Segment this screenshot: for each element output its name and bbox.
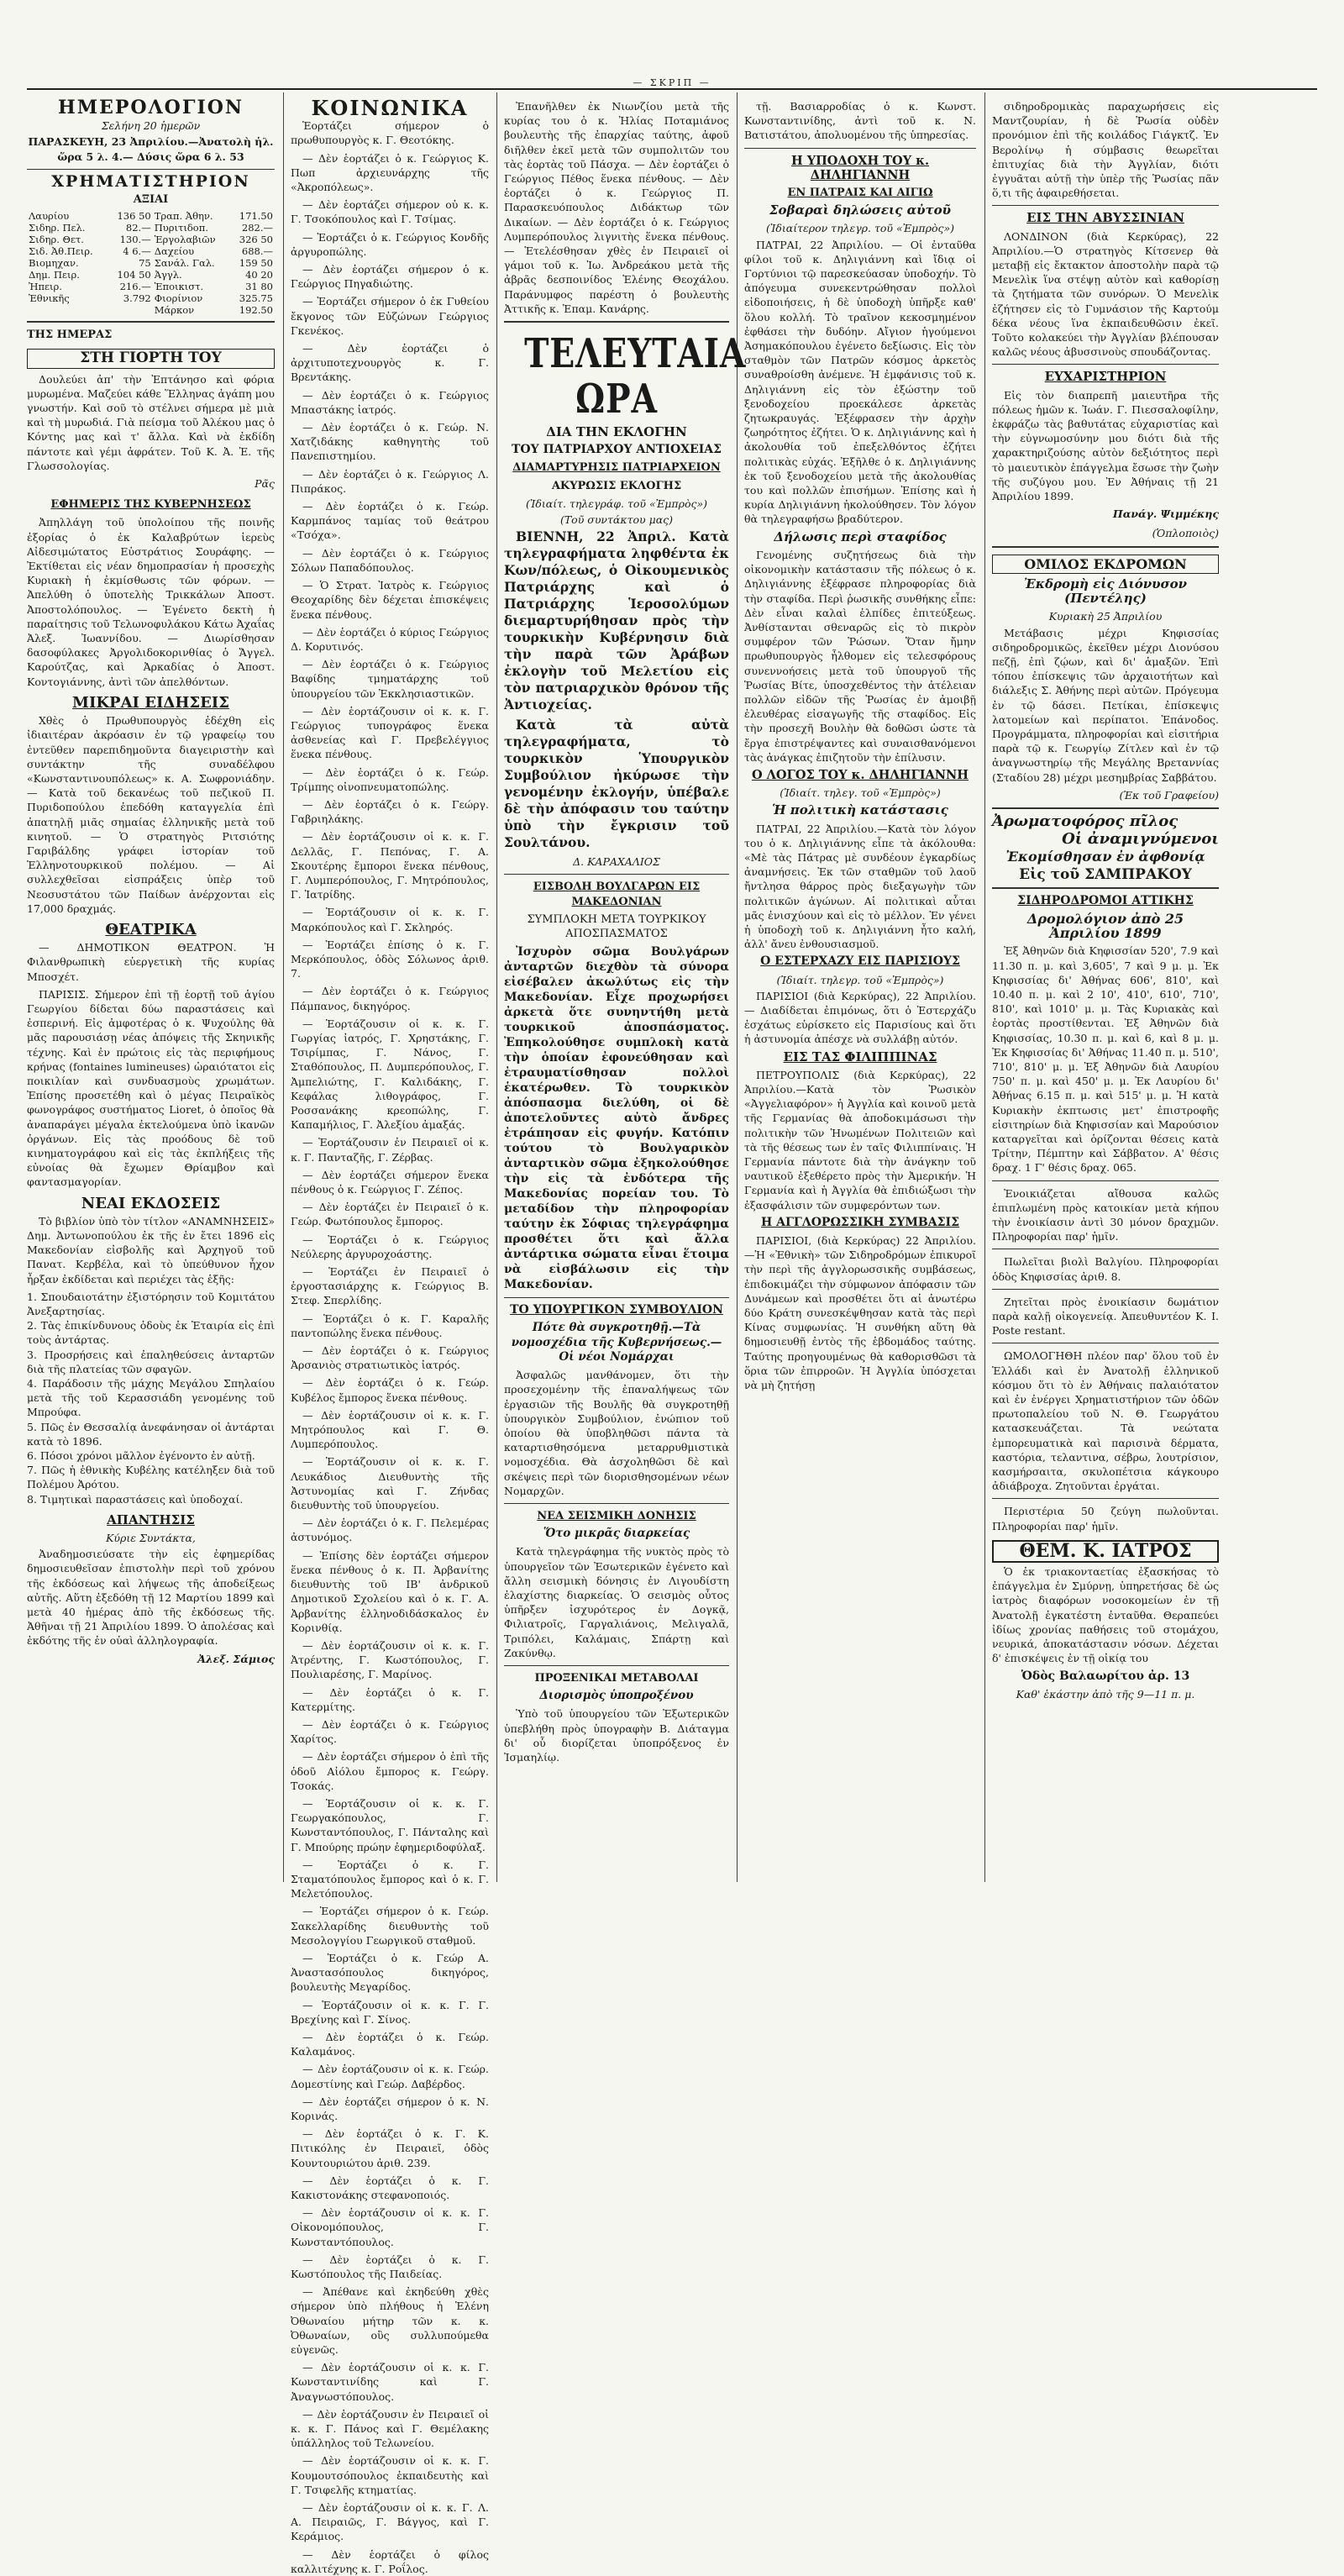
social-items — [291, 118, 489, 2576]
social-item: — Ἑορτάζουσιν οἱ κ. κ. Γ. Γεωργακόπουλος, Γ. Κωνσταντόπουλος, Γ. Πάνταλης καὶ Γ. Μπούρης πρώην ἐφημεριδοφύλαξ. — [291, 1796, 489, 1853]
list-item: 5. Πῶς ἐν Θεσσαλίᾳ ἀνεφάνησαν οἱ ἀντάρται κατὰ τὸ 1896. — [27, 1420, 275, 1448]
social-item: — Δὲν ἑορτάζει ὁ κ. Γεώρ. Ν. Χατζιδάκης καθηγητὴς τοῦ Πανεπιστημίου. — [291, 421, 489, 463]
headline-sub: ΑΚΥΡΩΣΙΣ ΕΚΛΟΓΗΣ — [551, 479, 682, 492]
lead-text: ΒΙΕΝΝΗ, 22 Ἀπριλ. Κατὰ τηλεγραφήματα ληφθέντα ἐκ Κων/πόλεως, ὁ Οἰκουμενικὸς Πατριάρχης καὶ ὁ Πατριάρχης Ἱεροσολύμων διεμαρτυρήθησαν πρὸς τὴν τουρκικὴν Κυβέρνησιν διὰ τὴν παρὰ τῶν Ἀράβων ἐκλογὴν τοῦ Μελετίου εἰς τὸν πατριαρχικὸν θρόνον τῆς Ἀντιοχείας. — [504, 528, 729, 713]
social-item: — Δὲν ἑορτάζει ὁ κ. Γεώργιος Κ. Πωπ ἀρχιευνάρχης τῆς «Ἀκροπόλεως». — [291, 151, 489, 194]
day-title: ΤΗΣ ΗΜΕΡΑΣ — [27, 329, 113, 342]
social-item: — Ἑορτάζει σήμερον ὁ κ. Γεώρ. Σακελλαρίδης διευθυντὴς τοῦ Μεσολογγίου Γεωργικοῦ σταθμοῦ. — [291, 1905, 489, 1947]
letter-text: Ἀναδημοσιεύσατε τὴν εἰς ἐφημερίδας δημοσιευθεῖσαν ἐπιστολὴν περὶ τοῦ χρόνου τῆς ἐκδόσεως καὶ λήψεως τῆς ἀποδείξεως αὐτῆς. Αὕτη ἐξεδόθη τῇ 12 Μαρτίου 1899 καὶ μετὰ 40 ἡμέρας ἀπὸ τῆς ἐκδόσεως τῆς. Ἀθῆναι τῇ 21 Ἀπριλίου 1899. Ὁ ἀπολέσας καὶ ἐκδότης τῆς ἐν οὐαὶ ἀλληλογραφία. — [27, 1548, 275, 1648]
news-text: Χθὲς ὁ Πρωθυπουργὸς ἐδέχθη εἰς ἰδιαιτέραν ἀκρόασιν ἐν τῷ γραφείῳ του ἐντεῦθεν παρεπιδημοῦντα διαγειριστὴν καὶ συντάκτην τῆς συναδέλφου «Κωνσταντινουπόλεως» κ. Α. Σωφρονιάδην. — Κατὰ τοῦ δεκανέως τοῦ πεζικοῦ Π. Πυριδοπούλου ἐπεδόθη καταγγελία ἐπὶ ἀπατηλῇ μιᾶς σημαίας ἑλληνικῆς μετὰ τοῦ κινητοῦ. — Ὁ στρατηγὸς Ριτσιότης Γαριβάλδης γράφει ἱστορίαν τοῦ Ἑλληνοτουρκικοῦ πολέμου. — Αἱ συλλεχθεῖσαι εἰσπράξεις ὑπὲρ τοῦ Νεοσυστάτου τῶν Παίδων ἀνέρχονται εἰς 17,000 δραχμάς. — [27, 714, 275, 915]
section-title: ΤΟ ΥΠΟΥΡΓΙΚΟΝ ΣΥΜΒΟΥΛΙΟΝ — [510, 1303, 723, 1317]
social-item: — Ἑορτάζει ἐν Πειραιεῖ ὁ ἐργοστασιάρχης κ. Γεώργιος Β. Στεφ. Σπερλίδης. — [291, 1265, 489, 1307]
table-row: Δημ. Πειρ. 104 50 Ἀγγλ. 40 20 — [29, 269, 273, 281]
doctor-address: Ὁδὸς Βαλαωρίτου ἀρ. 13 — [1021, 1669, 1190, 1683]
theatre-title: ΘΕΑΤΡΙΚΑ — [105, 920, 197, 938]
list-item: 6. Πόσοι χρόνοι μᾶλλον ἐγένοντο ἐν αὐτῇ. — [27, 1449, 255, 1463]
list-item: 7. Πῶς ἡ ἐθνικὴς Κυβέλης κατέληξεν διὰ τοῦ Πολέμου Ἀρότου. — [27, 1464, 275, 1491]
social-item: — Ἀπέθανε καὶ ἐκηδεύθη χθὲς σήμερον ὑπὸ πλήθους ἡ Ἑλένη Ὀθωναίου μήτηρ τῶν κ. κ. Ὀθωναίων, οὓς συλλυπούμεθα εὐγενῶς. — [291, 2285, 489, 2357]
social-item: — Ἑορτάζει ὁ κ. Γεώρ Α. Ἀναστασόπουλος δικηγόρος, βουλευτὴς Μεγαρίδος. — [291, 1951, 489, 1994]
exchange-title: ΧΡΗΜΑΤΙΣΤΗΡΙΟΝ — [51, 171, 250, 191]
intro-text: Ἐπανῆλθεν ἐκ Νιωνζίου μετὰ τῆς κυρίας του ὁ κ. Ἠλίας Ποταμιάνος βουλευτὴς τῆς ἐπαρχίας ταύτης, ἀφοῦ διῆλθεν ἐκεῖ μετὰ τῶν συμπολιτῶν του τὰς ἑορτὰς τοῦ Πάσχα. — Δὲν ἑορτάζει ὁ Γεώργιος Πέθος ἕνεκα πένθους. — Δὲν ἑορτάζει ὁ κ. Γεώργιος Π. Παρασκευόπουλος Διδάκτωρ τῶν Δικαίων. — Δὲν ἑορτάζει ὁ κ. Γεώργιος Λυμπερόπουλος λιγνιτὴς ἕνεκα πένθους. — Ἑτελέσθησαν χθὲς ἐν Πειραιεῖ οἱ γάμοι τοῦ κ. Ἰω. Ἀνδρεάκου μετὰ τῆς ἀβρᾶς δεσποινίδος Ἑλένης Θεοχάλου. Παράνυμφος παρέστη ὁ βουλευτὴς Ἀττικῆς κ. Ἐπαμ. Κανάρης. — [504, 100, 729, 315]
social-item: — Ἑορτάζουσιν οἱ κ. κ. Γ. Μαρκόπουλος καὶ Γ. Σκληρός. — [291, 906, 489, 933]
social-item: — Δὲν ἑορτάζουσιν οἱ κ. κ. Γ. Λ. Α. Πειραιῶς, Γ. Βάγγος, καὶ Γ. Κεράμιος. — [291, 2501, 489, 2543]
column-1 — [27, 99, 275, 1880]
social-item: — Ἑορτάζει ἐπίσης ὁ κ. Γ. Μερκόπουλος, ὁδὸς Σόλωνος ἀριθ. 7. — [291, 938, 489, 980]
social-item: — Δὲν ἑορτάζει ὁ κ. Γεώργιος Πάμπανος, δικηγόρος. — [291, 985, 489, 1012]
section-title: Ο ΕΣΤΕΡΧΑΖΥ ΕΙΣ ΠΑΡΙΣΙΟΥΣ — [760, 954, 960, 969]
social-item: — Δὲν ἑορτάζει σήμερον οὐ κ. κ. Γ. Τσοκόπουλος καὶ Γ. Τσίμας. — [291, 198, 489, 226]
last-hour-title: ΤΕΛΕΥΤΑΙΑ ΩΡΑ — [524, 330, 747, 423]
social-item: — Δὲν ἑορτάζουσιν ἐν Πειραιεῖ οἱ κ. κ. Γ. Πάνος καὶ Γ. Θεμέλακης ὑπάλληλος τοῦ Τελωνείου. — [291, 2407, 489, 2450]
section-subtitle: ΣΥΜΠΛΟΚΗ ΜΕΤΑ ΤΟΥΡΚΙΚΟΥ ΑΠΟΣΠΑΣΜΑΤΟΣ — [527, 912, 706, 941]
section-text: Ἀσφαλῶς μανθάνομεν, ὅτι τὴν προσεχομένην τῆς ἐπαναλήψεως τῶν ἐργασιῶν τῆς Βουλῆς θὰ συγκροτηθῇ ὑπουργικὸν Συμβούλιον, ἐνώπιον τοῦ ὁποίου θὰ ὑποβληθῶσι πάντα τὰ καταρτισθησόμενα μεταρρυθμιστικὰ νομοσχέδια. Θὰ ἀσχοληθῶσι δὲ καὶ σκέψεις περὶ τῶν διορισθησομένων νέων Νομαρχῶν. — [504, 1369, 729, 1497]
social-item: — Δὲν ἑορτάζει ὁ κύριος Γεώργιος Δ. Κορυτινός. — [291, 625, 489, 653]
classified-ad: Ζητεῖται πρὸς ἐνοικίασιν δωμάτιον παρὰ καλῇ οἰκογενείᾳ. Ἀπευθυντέον Κ. Ι. Poste restant. — [992, 1295, 1219, 1338]
list-item: 2. Τὰς ἐπικίνδυνους ὁδοὺς ἐκ Ἐταιρία εἰς ἐπὶ τοὺς ἀντάρτας. — [27, 1319, 275, 1347]
social-item: — Δὲν ἑορτάζουσιν οἱ κ. κ. Γ. Οἰκονομόπουλος, Γ. Κωνσταντόπουλος. — [291, 2206, 489, 2248]
table-row: Μάρκον 192.50 — [154, 304, 273, 317]
social-item: — Δὲν ἑορτάζει ὁ κ. Γεώργιος Σόλων Παπαδόπουλος. — [291, 546, 489, 574]
classified-ad: Περιστέρια 50 ζεύγη πωλοῦνται. Πληροφορίαι παρ' ἡμῖν. — [992, 1505, 1219, 1532]
doctor-hours: Καθ' ἑκάστην ἀπὸ τῆς 9—11 π. μ. — [1016, 1687, 1195, 1701]
doctor-ad-text: Ὁ ἐκ τριακονταετίας ἐξασκήσας τὸ ἐπάγγελμα ἐν Σμύρνῃ, ὑπηρετήσας δὲ ὡς ἰατρὸς διαφόρων νοσοκομείων ἐν τῇ Ἀνατολῇ ἐγκατέστη ἐνταῦθα. Θεραπεύει ἰδίως χρονίας παθήσεις τοῦ στομάχου, νευρικά, ἀποκατάστασιν νόσων. Δέχεται δ' ἐπισκέψεις ἐν τῇ οἰκίᾳ του — [992, 1565, 1219, 1665]
calendar-line: ΠΑΡΑΣΚΕΥΗ, 23 Ἀπριλίου.—Ἀνατολὴ ἡλ. ὥρα 5 λ. 4.— Δύσις ὥρα 6 λ. 53 — [28, 135, 274, 163]
social-item: — Δὲν ἑορτάζει ὁ κ. Γεώργιος Μπαστάκης ἰατρός. — [291, 388, 489, 416]
social-item: — Ἑορτάζουσιν οἱ κ. κ. Γ. Λευκάδιος Διευθυντὴς τῆς Ἀστυνομίας καὶ Γ. Ζήνδας διευθυντὴς τοῦ ὑπουργείου. — [291, 1455, 489, 1512]
section-title: ΕΙΣ ΤΗΝ ΑΒΥΣΣΙΝΙΑΝ — [1026, 210, 1184, 226]
books-text: Τὸ βιβλίον ὑπὸ τὸν τίτλον «ΑΝΑΜΝΗΣΕΙΣ» Δημ. Ἀντωνοπούλου ἐκ τῆς ἐν ἔτει 1896 εἰς Μακεδονίαν εἰσβολῆς καὶ Ἀρχηγοῦ τοῦ Πανατ. Κερβέλα, καὶ τὸ ὑπεύθυνον ἦχον ἦρξαν ἐκδίδεται καὶ περιέχει τὰς ἑξῆς: — [27, 1214, 275, 1285]
social-item: — Δὲν ἑορτάζουσιν οἱ κ. κ. Γ. Κωνσταντινίδης καὶ Γ. Ἀναγνωστόπουλος. — [291, 2361, 489, 2403]
column-rule — [283, 92, 284, 1882]
social-item: — Δὲν ἑορτάζει ὁ κ. Γ. Πελεμέρας ἀστυνόμος. — [291, 1517, 489, 1544]
column-5 — [992, 99, 1219, 1880]
section-date: Κυριακὴ 25 Ἀπριλίου — [1048, 610, 1163, 623]
social-item: — Δὲν ἑορτάζει ὁ κ. Γεώργιος Ἀρσανιὸς στρατιωτικὸς ἰατρός. — [291, 1344, 489, 1372]
intro-text: τῇ. Βασιαρροδίας ὁ κ. Κωνστ. Κωνσταντινίδης, ἀντὶ τοῦ κ. Ν. Βατιστάτου, ἀπολυομένου τῆς ὑπηρεσίας. — [744, 100, 976, 142]
table-row: Σιδηρ. Πελ. 82.— Πυριτιδοπ. 282.— — [29, 222, 273, 234]
section-title: ΕΥΧΑΡΙΣΤΗΡΙΟΝ — [1044, 369, 1167, 385]
classified-ad: Ἐνοικιάζεται αἴθουσα καλῶς ἐπιπλωμένη πρὸς κατοικίαν μετὰ κήπου τὴν ἐνοικίασιν ἀντὶ 30 μόνον δραχμῶν. Πληροφορίαι παρ' ἡμῖν. — [992, 1186, 1219, 1243]
table-row: Σιδηρ. Θετ. 130.— Ἐργολαβιῶν 326 50 — [29, 234, 273, 246]
section-text: ΠΑΡΙΣΙΟΙ (διὰ Κερκύρας), 22 Ἀπριλίου. — Διαδίδεται ἐπιμόνως, ὅτι ὁ Ἐστερχάζυ ἐσχάτως εὑρίσκετο εἰς Παρισίους καὶ ὅτι ἡ ἀστυνομία ἀπέσχε νὰ συλλάβῃ αὐτόν. — [744, 989, 976, 1046]
list-item: 3. Προσρήσεις καὶ ἐπαληθεύσεις ἀνταρτῶν διὰ τῆς πλατείας τῶν σφαγῶν. — [27, 1348, 275, 1375]
section-text: Κατὰ τηλεγράφημα τῆς νυκτὸς πρὸς τὸ ὑπουργεῖον τῶν Ἐσωτερικῶν ἐγένετο καὶ ἄλλη σεισμικὴ δόνησις ἐν Λιγουδίστη ἐλαχίστης διαρκείας. Ὁ σεισμὸς οὗτος ὑπῆρξεν ἰσχυρότερος ἐν Δογκᾷ, Φιλιατροῖς, Γαργαλιάνοις, Μελιγαλᾶ, Τριπόλει, Καλάμαις, Σπάρτῃ καὶ Ζακύνθῳ. — [504, 1545, 729, 1659]
social-item: — Ἐπίσης δὲν ἑορτάζει σήμερον ἕνεκα πένθους ὁ κ. Π. Ἀρβανίτης διευθυντὴς τοῦ ΙΒ' ἀνδρικοῦ Δημοτικοῦ Σχολείου καὶ ὁ κ. Γ. Α. Ἀρβανίτης ἑλληνοδιδάσκαλος ἐν Κορινθίᾳ. — [291, 1548, 489, 1634]
social-item: — Δὲν ἑορτάζει ὁ κ. Γ. Κωστόπουλος τῆς Παιδείας. — [291, 2253, 489, 2281]
signature-role: (Ὁπλοποιὸς) — [1152, 527, 1219, 540]
social-item: Ἑορτάζει σήμερον ὁ πρωθυπουργὸς κ. Γ. Θεοτόκης. — [291, 119, 489, 147]
section-text: ΛΟΝΔΙΝΟΝ (διὰ Κερκύρας), 22 Ἀπριλίου.—Ὁ στρατηγὸς Κίτσενερ θὰ μεταβῇ εἰς ἔκτακτον ἀποστολὴν παρὰ τῷ Μενελὶκ ἵνα στέψῃ αὐτὸν καὶ καθορίσῃ τὰ ζητήματα τῶν συνόρων. Ὁ Μενελὶκ ἐζήτησεν εἰς τὸ Γυμνάσιον τῆς Καρτούμ δέκα νέους ἵνα ἐκπαιδευθῶσιν ἐκεῖ. Τοῦτο κολακεύει τὴν Ἀγγλίαν βλέπουσαν καλῶς νέους ἀβυσσινοὺς σπουδάζοντας. — [992, 229, 1219, 359]
table-row: Σιδ. Ἀθ.Πειρ. 4 6.— Δαχείου 688.— — [29, 245, 273, 258]
social-item: — Δὲν ἑορτάζει ὁ κ. Γεώργιος Βαφίδης τμηματάρχης τοῦ ὑπουργείου τῶν Ἐκκλησιαστικῶν. — [291, 658, 489, 700]
headline-sub: ΔΙΑΜΑΡΤΥΡΗΣΙΣ ΠΑΤΡΙΑΡΧΕΙΟΝ — [512, 461, 721, 475]
letter-signature: Ἀλεξ. Σάμιος — [197, 1652, 275, 1665]
theatre-subtitle: — ΔΗΜΟΤΙΚΟΝ ΘΕΑΤΡΟΝ. Ἡ Φιλανθρωπικὴ εὐεργετικὴ τῆς κυρίας Μποσχέτ. — [27, 941, 275, 983]
section-title: ΟΜΙΛΟΣ ΕΚΔΡΟΜΩΝ — [992, 555, 1219, 574]
section-subtitle: Δρομολόγιον ἀπὸ 25 Ἀπριλίου 1899 — [1026, 910, 1184, 942]
headline-sub: ΔΙΑ ΤΗΝ ΕΚΛΟΓΗΝ — [546, 424, 687, 440]
list-item: 8. Τιμητικαὶ παραστάσεις καὶ ὑποδοχαί. — [27, 1492, 244, 1506]
telegram-note: (Ἰδιαίτ. τηλεγράφ. τοῦ «Ἐμπρὸς») — [525, 497, 708, 510]
social-title: ΚΟΙΝΩΝΙΚΑ — [311, 96, 469, 120]
social-item: — Ἑορτάζει ὁ κ. Γεώργιος Κονδῆς ἀργυροπώλης. — [291, 230, 489, 258]
social-item: — Δὲν ἑορτάζουσιν οἱ κ. κ. Γεώρ. Δομεστίνης καὶ Γεώρ. Δαβέρδος. — [291, 2063, 489, 2090]
social-item: — Δὲν ἑορτάζει ὁ κ. Γεώρ. Κυβέλος ἔμπορος ἕνεκα πένθους. — [291, 1376, 489, 1404]
section-text: Μετάβασις μέχρι Κηφισσίας σιδηροδρομικῶς, ἐκεῖθεν μέχρι Διονύσου πεζῇ, ἐπὶ ζῴων, καὶ δι' ἁμαξῶν. Ἐπὶ τόπου ἐπίσκεψις τῶν ἀρχαιοτήτων καὶ διάλεξις Σ. Ἀθήνης περὶ αὐτῶν. Πρόγευμα ἐν τῷ δάσει. Πετίκαι, ἐπίσκεψις λατομείων καὶ περίπατοι. Ἐπάνοδος. Προγράμματα, πληροφορίαι καὶ εἰσιτήρια παρὰ τῷ κ. Γεωργίῳ Ζίτλεν καὶ ἐν τῷ ἀναγνωστηρίῳ τῆς Μεγάλης Βρεταννίας (Σταδίου 28) μέχρι μεσημβρίας Σαββάτου. — [992, 626, 1219, 784]
social-item: — Δὲν ἑορτάζει ὁ κ. Γεώρ. Καρμπάνος ταμίας τοῦ θεάτρου «Τσόχα». — [291, 500, 489, 542]
section-title: ΠΡΟΞΕΝΙΚΑΙ ΜΕΤΑΒΟΛΑΙ — [534, 1671, 699, 1685]
signature: Πανάγ. Ψιμμέκης — [1112, 507, 1219, 521]
section-text: ΠΕΤΡΟΥΠΟΛΙΣ (διὰ Κερκύρας), 22 Ἀπριλίου.—Κατὰ τὸν Ῥωσικὸν «Ἀγγελιαφόρον» ἡ Ἀγγλία καὶ κοινοῦ μετὰ τῆς Γερμανίας θὰ ἀποδοκιμάσωσι τὴν πολιτικὴν τῶν Ἡνωμένων Πολιτειῶν καὶ τὰ τῆς θέσεως των ἐν ταῖς Φιλιππίναις. Ἡ Γερμανία πάντοτε διὰ τὴν ἀνάγκην τοῦ ναυτικοῦ ἐξεθέρετο πρὸς τὴν Ἀμερικήν. Ἡ Γερμανία καὶ ἡ Ἀγγλία θὰ ἐπιδιώξωσι τὴν ἐξασφάλισιν τῶν συμφερόντων των. — [744, 1068, 976, 1212]
table-row: Βιομηχαν. 75 Σανάλ. Γαλ. 159 50 — [29, 257, 273, 270]
books-title: ΝΕΑΙ ΕΚΔΟΣΕΙΣ — [81, 1194, 221, 1212]
social-item: — Ἑορτάζουσιν οἱ κ. κ. Γ. Γ. Βρεχίνης καὶ Γ. Σίνος. — [291, 1998, 489, 2026]
section-subtitle: ΕΝ ΠΑΤΡΑΙΣ ΚΑΙ ΑΙΓΙΩ — [787, 187, 933, 200]
social-item: — Δὲν ἑορτάζουσιν οἱ κ. κ. Γ. Δελλᾶς, Γ. Πεπόνας, Γ. Α. Σκουτέρης ἔμποροι ἕνεκα πένθους, Γ. Λυμπερόπουλος, Γ. Μητρόπουλος, Γ. Ἰατρίδης. — [291, 830, 489, 902]
social-item: — Δὲν ἑορτάζει ὁ κ. Γ. Κακιστονάκης στεφανοποιός. — [291, 2174, 489, 2202]
social-item: — Ἑορτάζει σήμερον ὁ ἐκ Γυθείου ἔκγονος τῶν Εὐζώνων Γεώργιος Γκενέκος. — [291, 295, 489, 337]
social-item: — Δὲν ἑορτάζει ὁ κ. Γεώρ. Τρίμπης οἰνοπνευματοπώλης. — [291, 765, 489, 793]
social-item: — Ἑορτάζει ὁ κ. Γ. Σταματόπουλος ἔμπορος καὶ ὁ κ. Γ. Μελετόπουλος. — [291, 1858, 489, 1900]
classified-ad: Πωλεῖται βιολὶ Βαλγίου. Πληροφορίαι ὁδὸς Κηφισσίας ἀριθ. 8. — [992, 1255, 1219, 1283]
section-title: Η ΑΓΓΛΟΡΩΣΣΙΚΗ ΣΥΜΒΑΣΙΣ — [761, 1215, 959, 1229]
ad-line: Ἐκομίσθησαν ἐν ἀφθονίᾳ — [1005, 849, 1205, 865]
feast-signature: Ρᾶς — [255, 477, 275, 491]
social-item: — Δὲν ἑορτάζει ὁ κ. Γεώργιος Λ. Πιπράκος. — [291, 467, 489, 495]
classified-ad: ΩΜΟΛΟΓΗΘΗ πλέον παρ' ὅλου τοῦ ἐν Ἑλλάδι καὶ ἐν Ἀνατολῇ ἐλληνικοῦ κόσμου ὅτι τὸ ἐν Ἀθήναις παλαιότατον καὶ ἐν ἐνέργει Χρηματιστήριον τῶν ὁδῶν πρωτοπαλείου τοῦ Ν. Θ. Γεωργάτου κατασκευάζεται. Τὰ νεώτατα ἐμπορευματικὰ καὶ παρισινὰ δέρματα, καστόρια, τελαντινα, σέβρω, λουτρίσιον, κασμήρσαιτα, σκυλοπέτσια κάγκουρο ἀδιάβροχα. Ζητοῦνται ἐργάται. — [992, 1349, 1219, 1493]
telegram-note: (Ἰδιαίτερον τηλεγρ. τοῦ «Ἐμπρὸς») — [765, 222, 955, 235]
theatre-text: ΠΑΡΙΣΙΣ. Σήμερον ἐπὶ τῇ ἑορτῇ τοῦ ἁγίου Γεωργίου δίδεται δύω παραστάσεις καὶ ἐσπερινή. Εἰς ἀμφοτέρας ὁ κ. Ψυχούλης θὰ μᾶς παρουσιάσῃ νέας ἀπόψεις τῆς Σκηνικῆς τέχνης. Καὶ ἐν πρώτοις εἰς τὰς περιφήμους κρήνας (fontaines lumineuses) ὡραιότατοι εἰς ποικιλίαν καὶ συνδυασμοὺς χρωμάτων. Ἐπίσης προσετέθη καὶ ὁ μέγας Πειραϊκὸς φωνογράφος συστήματος Lioret, ὁ ὁποῖος θὰ ἀναπαράγει μέγαλα ἐκτελούμενα ὑπὸ ἱκανῶν ὀργάνων. Εἰς τὰς προόδους δὲ τοῦ κινηματογράφου καὶ εἰς τὰς ἐκπλήξεις τῆς εὐνοίας θὰ ἔχωμεν Θρίαμβον καὶ φαντασμαγορίαν. — [27, 987, 275, 1189]
section-text: Ἰσχυρὸν σῶμα Βουλγάρων ἀνταρτῶν διεχθὸν τὰ σύνορα εἰσέβαλεν ἀκωλύτως εἰς τὴν Μακεδονίαν. Εἶχε προχωρήσει ἀρκετὰ ὅτε συνηντήθη μετὰ τουρκικοῦ ἀποσπάσματος. Ἐπηκολούθησε συμπλοκὴ κατὰ τὴν ὁποίαν ἐφονεύθησαν καὶ ἐτραυματίσθησαν πολλοὶ ἑκατέρωθεν. Τὸ τουρκικὸν ἀπόσπασμα διελύθη, οἱ δὲ ἀποτελοῦντες αὐτὸ ἄνδρες ἐτράπησαν εἰς φυγήν. Κατόπιν τούτου τὸ Βουλγαρικὸν ἀνταρτικὸν σῶμα ἐξηκολούθησε τὴν εἰς τὰ ἐνδότερα τῆς Μακεδονίας πορείαν του. Τὸ μεταδίδον τὴν πληροφορίαν ταύτην ἐκ Σόφιας τηλεγράφημα προσθέτει ὅτι καὶ ἄλλα ἀντάρτικα σώματα εἶναι ἕτοιμα νὰ εἰσβάλωσιν εἰς τὴν Μακεδονίαν. — [504, 945, 729, 1292]
gazette-text: Ἀπηλλάγη τοῦ ὑπολοίπου τῆς ποινῆς ἐξορίας ὁ ἐκ Καλαβρύτων ἱερεὺς Αἰδεσιμώτατος Εὐστράτιος Σουράφης. — Ἐκτίθεται εἰς νέαν δημοπρασίαν ἡ προσεχὴς Κυριακὴ ἡ ἐκμίσθωσις τῶν φόρων. — Ἀπελύθη ὁ ὑποτελὴς Τρικκάλων Ἀποστ. Ἀποστολόπουλος. — Ἐγένετο δεκτὴ ἡ παραίτησις τοῦ Τελωνοφυλάκου Κάτω Ἀχαΐας Ἀλεξ. Ἰωαννίδου. — Διωρίσθησαν δασοφύλακες Ἀργολιδοκορινθίας ὁ Ἄγγελ. Καρούτζας, καὶ Ἀρκαδίας ὁ Ἀποστ. Κοντογιάννης, ἀντὶ τῶν ἀπελθόντων. — [27, 516, 275, 688]
social-item: — Ἑορτάζουσιν οἱ κ. κ. Γ. Γωργίας ἰατρός, Γ. Χρηστάκης, Γ. Τσιρίμπας, Γ. Νάνος, Γ. Σταθόπουλος, Π. Δυμπερόπουλος, Γ. Ἀμπελιώτης, Γ. Καλιδάκης, Γ. Κεφάλας λιθογράφος, Γ. Ροσσανάκης κρεοπώλης, Γ. Καπαμήλιος, Γ. Ἀλεξίου ἀμαξάς. — [291, 1017, 489, 1132]
gazette-title: ΕΦΗΜΕΡΙΣ ΤΗΣ ΚΥΒΕΡΝΗΣΕΩΣ — [50, 498, 251, 512]
letter-greeting: Κύριε Συντάκτα, — [106, 1532, 196, 1545]
column-2 — [291, 96, 489, 2575]
headline-sub: ΤΟΥ ΠΑΤΡΙΑΡΧΟΥ ΑΝΤΙΟΧΕΙΑΣ — [511, 443, 722, 457]
social-item: — Δὲν ἑορτάζει σήμερον ὁ κ. Ν. Κορινάς. — [291, 2095, 489, 2122]
social-item: — Δὲν ἑορτάζει ὁ κ. Γ. Κατερμίτης. — [291, 1685, 489, 1713]
section-text: ΠΑΤΡΑΙ, 22 Ἀπριλίου.—Κατὰ τὸν λόγον του ὁ κ. Δηλιγιάννης εἶπε τὰ ἀκόλουθα: «Μὲ τὰς Πάτρας μὲ συνδέουν ἐγκαρδίως ἀναμνήσεις. Ἐκ τῶν σταθμῶν τοῦ λαοῦ ἤντλησα θάρρος πρὸς διεξαγωγὴν τῶν πολιτικῶν ἀγώνων. Αἱ πολιτικαὶ αὗται μᾶς ἐνισχύουν καὶ εἰς τὸ μέλλον. Ἐν γένει ἡ ὑποδοχὴ τοῦ κ. Δηλιγιάννη ἦτο καλή, ἀλλ' ἄνευ ἐνθουσιασμοῦ. — [744, 822, 976, 951]
column-rule — [984, 92, 985, 1882]
exchange-table — [27, 210, 275, 316]
telegram-note: (Ἰδιαίτ. τηλεγρ. τοῦ «Ἐμπρὸς») — [776, 973, 944, 986]
column-4 — [744, 99, 976, 1880]
signature: (Ἐκ τοῦ Γραφείου) — [1119, 788, 1219, 802]
table-row: Λαυρίου 136 50 Τραπ. Ἀθην. 171.50 — [29, 210, 273, 223]
masthead: — ΣΚΡΙΠ — — [633, 77, 711, 88]
social-item: — Δὲν ἑορτάζει ὁ κ. Γεώρ. Καλαμάνος. — [291, 2030, 489, 2058]
section-title: Ο ΛΟΓΟΣ ΤΟΥ κ. ΔΗΛΗΓΙΑΝΝΗ — [751, 767, 969, 782]
social-item: — Δὲν ἑορτάζουσιν οἱ κ. κ. Γ. Ἀτρέντης, Γ. Κωστόπουλος, Γ. Πουλιαρέσης, Γ. Μαρίνος. — [291, 1638, 489, 1681]
exchange-subtitle: ΑΞΙΑΙ — [133, 193, 169, 207]
section-text: Γενομένης συζητήσεως διὰ τὴν οἰκονομικὴν κατάστασιν τῆς πόλεως ὁ κ. Δηλιγιάννης ἐξέφρασε πληροφορίας διὰ τὴν σταφίδα. Περὶ ῥωσικῆς συνθήκης εἶπε: Δὲν εἶναι καλαὶ ἐλπίδες ἐπιτεύξεως. Ἀνθίστανται σθεναρῶς εἰς τὸ πικρὸν συμφέρον τῶν Ῥώσων. Ὅταν ἤμην πρωθυπουργὸς ἦλθομεν εἰς τελεσφόρους συνεννοήσεις μετὰ τοῦ ὑπουργοῦ τῆς Ῥωσίας Βίτε, ὑποσχεθέντος τὴν ἀτέλειαν πολλῶν εἰδῶν τῆς Ῥωσίας ἐν ἀμοιβῇ ἐλευθέρας εἰσαγωγῆς τῆς σταφίδος. Εἰς τὴν προσεχῆ Βουλὴν θὰ δοθῶσι ὡστε τὰ ἔργα ἐπιστρέψαντες καὶ συναισθανόμενοι τὰς ἀνάγκας ἐπιζητοῦν τὴν ἐπίλυσιν. — [744, 548, 976, 764]
section-title: Η ΥΠΟΔΟΧΗ ΤΟΥ κ. ΔΗΛΗΓΙΑΝΝΗ — [790, 153, 930, 182]
intro-text: σιδηροδρομικὰς παραχωρήσεις εἰς Μαντζουρίαν, ἡ δὲ Ῥωσία οὐδὲν προνόμιον ἐπὶ τῆς κοιλάδος Γιάγκτζ. Ἐν Βερολίνῳ ἡ σύμβασις θεωρεῖται ἐπιτυχίας διὰ τὴν Ἀγγλίαν, διότι ἐγγυᾶται αὐτῇ τὴν ὑπὲρ τῆς Ῥωσίας πᾶν ὅ,τι τῆς ἀφαιρεθήσεται. — [992, 100, 1219, 200]
social-item: — Δὲν ἑορτάζουσιν οἱ κ. κ. Γ. Μητρόπουλος καὶ Γ. Θ. Λυμπερόπουλος. — [291, 1408, 489, 1451]
social-item: — Δὲν ἑορτάζει ὁ κ. Γεώργ. Γαβριηλάκης. — [291, 797, 489, 826]
section-subtitle: Σοβαραὶ δηλώσεις αὐτοῦ — [769, 202, 952, 218]
calendar-title: ΗΜΕΡΟΛΟΓΙΟΝ — [57, 97, 244, 118]
section-subtitle: Διορισμὸς ὑποπροξένου — [539, 1689, 694, 1703]
books-list — [27, 1290, 275, 1506]
social-item: — Δὲν ἑορτάζουσιν οἱ κ. κ. Γ. Κουμουτσόπουλος ἐκπαιδευτὴς καὶ Γ. Τσιφελῆς κτηματίας. — [291, 2454, 489, 2496]
social-item: — Δὲν ἑορτάζει ὁ φίλος καλλιτέχνης κ. Γ. Ροΐλος. — [291, 2547, 489, 2575]
ad-line: Ἀρωματοφόρος πῖλος — [992, 812, 1179, 830]
section-text: Εἰς τὸν διαπρεπῆ μαιευτῆρα τῆς πόλεως ἡμῶν κ. Ἰωάν. Γ. Πιεσσαλοφίλην, ἐκφράζω τὰς βαθυτάτας εὐχαριστίας καὶ τὴν εὐγνωμοσύνην μου διότι διὰ τῆς χαρακτηριζούσης αὐτὸν δεξιότητος περὶ τὸ μαιευτικὸν ἐπάγγελμα ἔσωσε τὴν ζωὴν τῆς συζύγου μου. Ἐν Ἀθήναις τῇ 21 Ἀπριλίου 1899. — [992, 388, 1219, 503]
section-text: Ἐξ Ἀθηνῶν διὰ Κηφισσίαν 520', 7.9 καὶ 11.30 π. μ. καὶ 3,605', 7 καὶ 9 μ. μ. Ἐκ Κηφισσίας δι' Ἀθήνας 606', 810', καὶ 10.40 π. μ. καὶ 2 10', 410', 610', 710', 810', καὶ 1010' μ. μ. Τὰς Κυριακὰς καὶ ἑορτὰς προστίθενται. Ἐξ Ἀθηνῶν διὰ Κηφισσίας, 10.30 π. μ. καὶ 6, καὶ 8 μ. μ. Ἐκ Κηφισσίας δι' Ἀθήνας 11.40 π. μ. 510', 710', 810' μ. μ. Ἐξ Ἀθηνῶν διὰ Λαυρίου 750' π. μ. καὶ 450' μ. μ. Ἐκ Λαυρίου δι' Ἀθήνας 6.15 π. μ. καὶ 515' μ. μ. Ἡ κατὰ Κυριακὴν ἐκπτωσις μετ' ἐπιστροφῆς εἰσιτηρίων διὰ Κηφισσίαν καὶ Μαρούσιον καταργεῖται καὶ ὁρίζονται θέσεις κατὰ Τρίτην, Πέμπτην καὶ Σάββατον. Α' θέσις δραχ. 1 Γ' θέσις δραχ. 065. — [992, 944, 1219, 1175]
section-title: ΣΙΔΗΡΟΔΡΟΜΟΙ ΑΤΤΙΚΗΣ — [1017, 893, 1194, 907]
section-title: ΝΕΑ ΣΕΙΣΜΙΚΗ ΔΟΝΗΣΙΣ — [537, 1509, 696, 1522]
social-item: — Δὲν ἑορτάζει ὁ κ. Γ. Κ. Πιτικόλης ἐν Πειραιεῖ, ὁδὸς Κουντουριώτου ἀριθ. 239. — [291, 2127, 489, 2169]
doctor-ad-title: ΘΕΜ. Κ. ΙΑΤΡΟΣ — [992, 1540, 1219, 1563]
list-item: 4. Παράδοσιν τῆς μάχης Μεγάλου Σπηλαίου μετὰ τῆς τοῦ Κερασσιάδη γενομένης τοῦ Μπρούφα. — [27, 1377, 275, 1419]
social-item: — Δὲν ἑορτάζουσιν οἱ κ. κ. Γ. Γεώργιος τυπογράφος ἕνεκα ἀσθενείας καὶ Γ. Πρεβελέγγιος ἕνεκα πένθους. — [291, 704, 489, 761]
section-text: ΠΑΤΡΑΙ, 22 Ἀπριλίου. — Οἱ ἐνταῦθα φίλοι τοῦ κ. Δηλιγιάννη καὶ ἴδιᾳ οἱ Γορτύνιοι τῷ παρεσκεύασαν ὑποδοχήν. Τὸ ἀπόγευμα συνεκεντρώθησαν πολλοὶ εἰδοποιήσεις, ἡ δὲ ὑποδοχὴ ὑπῆρξε καθ' ὅλου κολλή. Τὸ τραῖνον κεκοσμημένον ἐφθάσει τὴν δυδόην. Αἴγιον ἡγούμενοι Ἀσημακόπουλου ἐγένετο δεξίωσις. Εἰς τὸν σταθμὸν τῶν Πατρῶν κόσμος ἀρκετὸς συναθροίσθη ἀνέμενε. Ἡ ἐμφάνισις τοῦ κ. Δηλιγιάννη εἰς τὸν ἐξώστην τοῦ ξενοδοχείου προεκάλεσε ἀρκετὰς ζητωκραυγάς. Ἐξέφρασεν τὴν ἀρχὴν ζωηρότητος ἐζήτει. Ὁ κ. Δηλιγιάννης καὶ ἡ ἀκολουθία τοῦ ἐπεξελθόντος ἐζήτει πολιτικὰς εὐχάς. Ἐξῆλθε ὁ κ. Δηλιγιάννης ἐκ τοῦ ξενοδοχείου μετὰ τῆς ἀκολουθίας του καὶ πολλῶν ἐπισήμων. Ἐπίσης καὶ ἡ κυρία Δηλιγιάννη ἠκολούθησεν. Τὸν λόγον θὰ τηλεγραφήσω βραδύτερον. — [744, 238, 976, 526]
calendar-line: Σελήνη 20 ἡμερῶν — [101, 119, 201, 133]
author-signature: Δ. ΚΑΡΑΧΑΛΙΟΣ — [573, 855, 660, 869]
table-row: Ἐθνικῆς 3.792 Φιορίνιον 325.75 — [29, 292, 273, 305]
column-rule — [496, 92, 497, 1882]
social-item: — Ἑορτάζουσιν ἐν Πειραιεῖ οἱ κ. κ. Γ. Πανταζῆς, Γ. Ζέρβας. — [291, 1136, 489, 1164]
section-subtitle: Ὅτο μικρᾶς διαρκείας — [543, 1527, 690, 1541]
lead-text: Κατὰ τὰ αὐτὰ τηλεγραφήματα, τὸ τουρκικὸν Ὑπουργικὸν Συμβούλιον ἠκύρωσε τὴν γενομένην ἐκλογήν, ὑπέβαλε δὲ τὴν ἀπόφασιν του ταύτην ὑπὸ τὴν ἔγκρισιν τοῦ Σουλτάνου. — [504, 717, 729, 851]
top-rule — [27, 88, 1317, 90]
section-subtitle: Ἡ πολιτικὴ κατάστασις — [772, 802, 948, 818]
section-text: ΠΑΡΙΣΙΟΙ, (διὰ Κερκύρας) 22 Ἀπριλίου.—Ἡ «Ἐθνικὴ» τῶν Σιδηροδρόμων ἐπικυροῖ τὴν περὶ τῆς ἀγγλορωσσικῆς συμβάσεως, ἐπιδοκιμάζει τὴν σύμφωνον ἀπόφασιν τῶν Δυνάμεων καὶ προσθέτει ὅτι αἱ ἀνωτέρω δύο Κράτη συνεσκέψθησαν κατὰ τὰς περὶ Κίνας συμφωνίας. Ἡ συνθήκη αὕτη θὰ δημοσιευθῇ ἐντὸς τῆς ἑβδομάδος ταύτης. Ταύτης προηγουμένως θὰ καθορισθῶσι τὰ ὅρια τῶν ἐπιρροῶν. Ἡ Ἀγγλία ὑπόσχεται νὰ μὴ ζητήσῃ — [744, 1234, 976, 1392]
telegram-note: (Ἰδιαίτ. τηλεγ. τοῦ «Ἐμπρὸς») — [780, 786, 941, 800]
social-item: — Δὲν ἑορτάζει ὁ κ. Γεώργιος Χαρίτος. — [291, 1717, 489, 1746]
news-title: ΜΙΚΡΑΙ ΕΙΔΗΣΕΙΣ — [72, 693, 229, 712]
feast-text: Δουλεύει ἀπ' τὴν Ἐπτάνησο καὶ φόρια μυρωμένα. Μαζεύει κάθε Ἕλληνας ἀγάπη μου γνωστήν. Καὶ σοῦ τὸ στέλνει σήμερα μὲ μιὰ καὶ τὴ μυρωδιά. Γιὰ πείσμα τοῦ Ἀλέκου μας ὁ Κόντης μας καὶ τ' ἄλλα. Καὶ νὰ ἐκδίδη πάντοτε καὶ γέμι ἀφράτεν. Τοῦ Κ. Ἀ. Ἐ. τῆς Γλωσσολογίας. — [27, 372, 275, 472]
telegram-note: (Τοῦ συντάκτου μας) — [559, 513, 674, 527]
ad-line: Εἰς τοῦ ΣΑΜΠΡΑΚΟΥ — [1019, 865, 1192, 883]
social-item: — Ὁ Στρατ. Ἰατρὸς κ. Γεώργιος Θεοχαρίδης δὲν δέχεται ἐπισκέψεις ἕνεκα πένθους. — [291, 579, 489, 621]
table-row: Ἠπειρ. 216.— Ἐποικιστ. 31 80 — [29, 281, 273, 293]
social-item: — Δὲν ἑορτάζει σήμερον ἕνεκα πένθους ὁ κ. Γεώργιος Γ. Ζέπος. — [291, 1168, 489, 1196]
list-item: 1. Σπουδαιοτάτην ἐξιστόρησιν τοῦ Κομιτάτου Ἀνεξαρτησίας. — [27, 1290, 275, 1318]
social-item: — Δὲν ἑορτάζει σήμερον ὁ κ. Γεώργιος Πηγαδιώτης. — [291, 263, 489, 291]
section-text: Ὑπὸ τοῦ ὑπουργείου τῶν Ἐξωτερικῶν ὑπεβλήθη πρὸς ὑπογραφὴν Β. Διάταγμα δι' οὗ διορίζεται ὑποπρόξενος ἐν Ἰσμαηλίῳ. — [504, 1707, 729, 1764]
social-item: — Δὲν ἑορτάζει σήμερον ὁ ἐπὶ τῆς ὁδοῦ Αἰόλου ἔμπορος κ. Γεώργ. Τσοκάς. — [291, 1750, 489, 1792]
social-item: — Δὲν ἑορτάζει ὁ ἀρχιτυποτεχνουργὸς κ. Γ. Βρεντάκης. — [291, 342, 489, 384]
feast-title: ΣΤΗ ΓΙΟΡΤΗ ΤΟΥ — [27, 349, 275, 368]
ad-line: Οἱ ἀναμιγνύμενοι — [1062, 830, 1219, 849]
section-title: ΕΙΣ ΤΑΣ ΦΙΛΙΠΠΙΝΑΣ — [783, 1049, 937, 1065]
letter-title: ΑΠΑΝΤΗΣΙΣ — [107, 1511, 195, 1527]
social-item: — Ἑορτάζει ὁ κ. Γεώργιος Νεύλερης ἀργυροχοάστης. — [291, 1233, 489, 1260]
section-subtitle: Πότε θὰ συγκροτηθῇ.—Τὰ νομοσχέδια τῆς Κυβερνήσεως.— Οἱ νέοι Νομάρχαι — [511, 1321, 722, 1364]
social-item: — Δὲν ἑορτάζει ἐν Πειραιεῖ ὁ κ. Γεώρ. Φωτόπουλος ἔμπορος. — [291, 1201, 489, 1228]
section-title: ΕΙΣΒΟΛΗ ΒΟΥΛΓΑΡΩΝ ΕΙΣ ΜΑΚΕΔΟΝΙΑΝ — [533, 881, 701, 908]
column-3 — [504, 99, 747, 1880]
section-subtitle: Ἐκδρομὴ εἰς Διόνυσον (Πεντέλης) — [1023, 576, 1188, 607]
section-title: Δήλωσις περὶ σταφίδος — [774, 528, 947, 544]
social-item: — Ἑορτάζει ὁ κ. Γ. Καραλῆς παντοπώλης ἕνεκα πένθους. — [291, 1312, 489, 1339]
